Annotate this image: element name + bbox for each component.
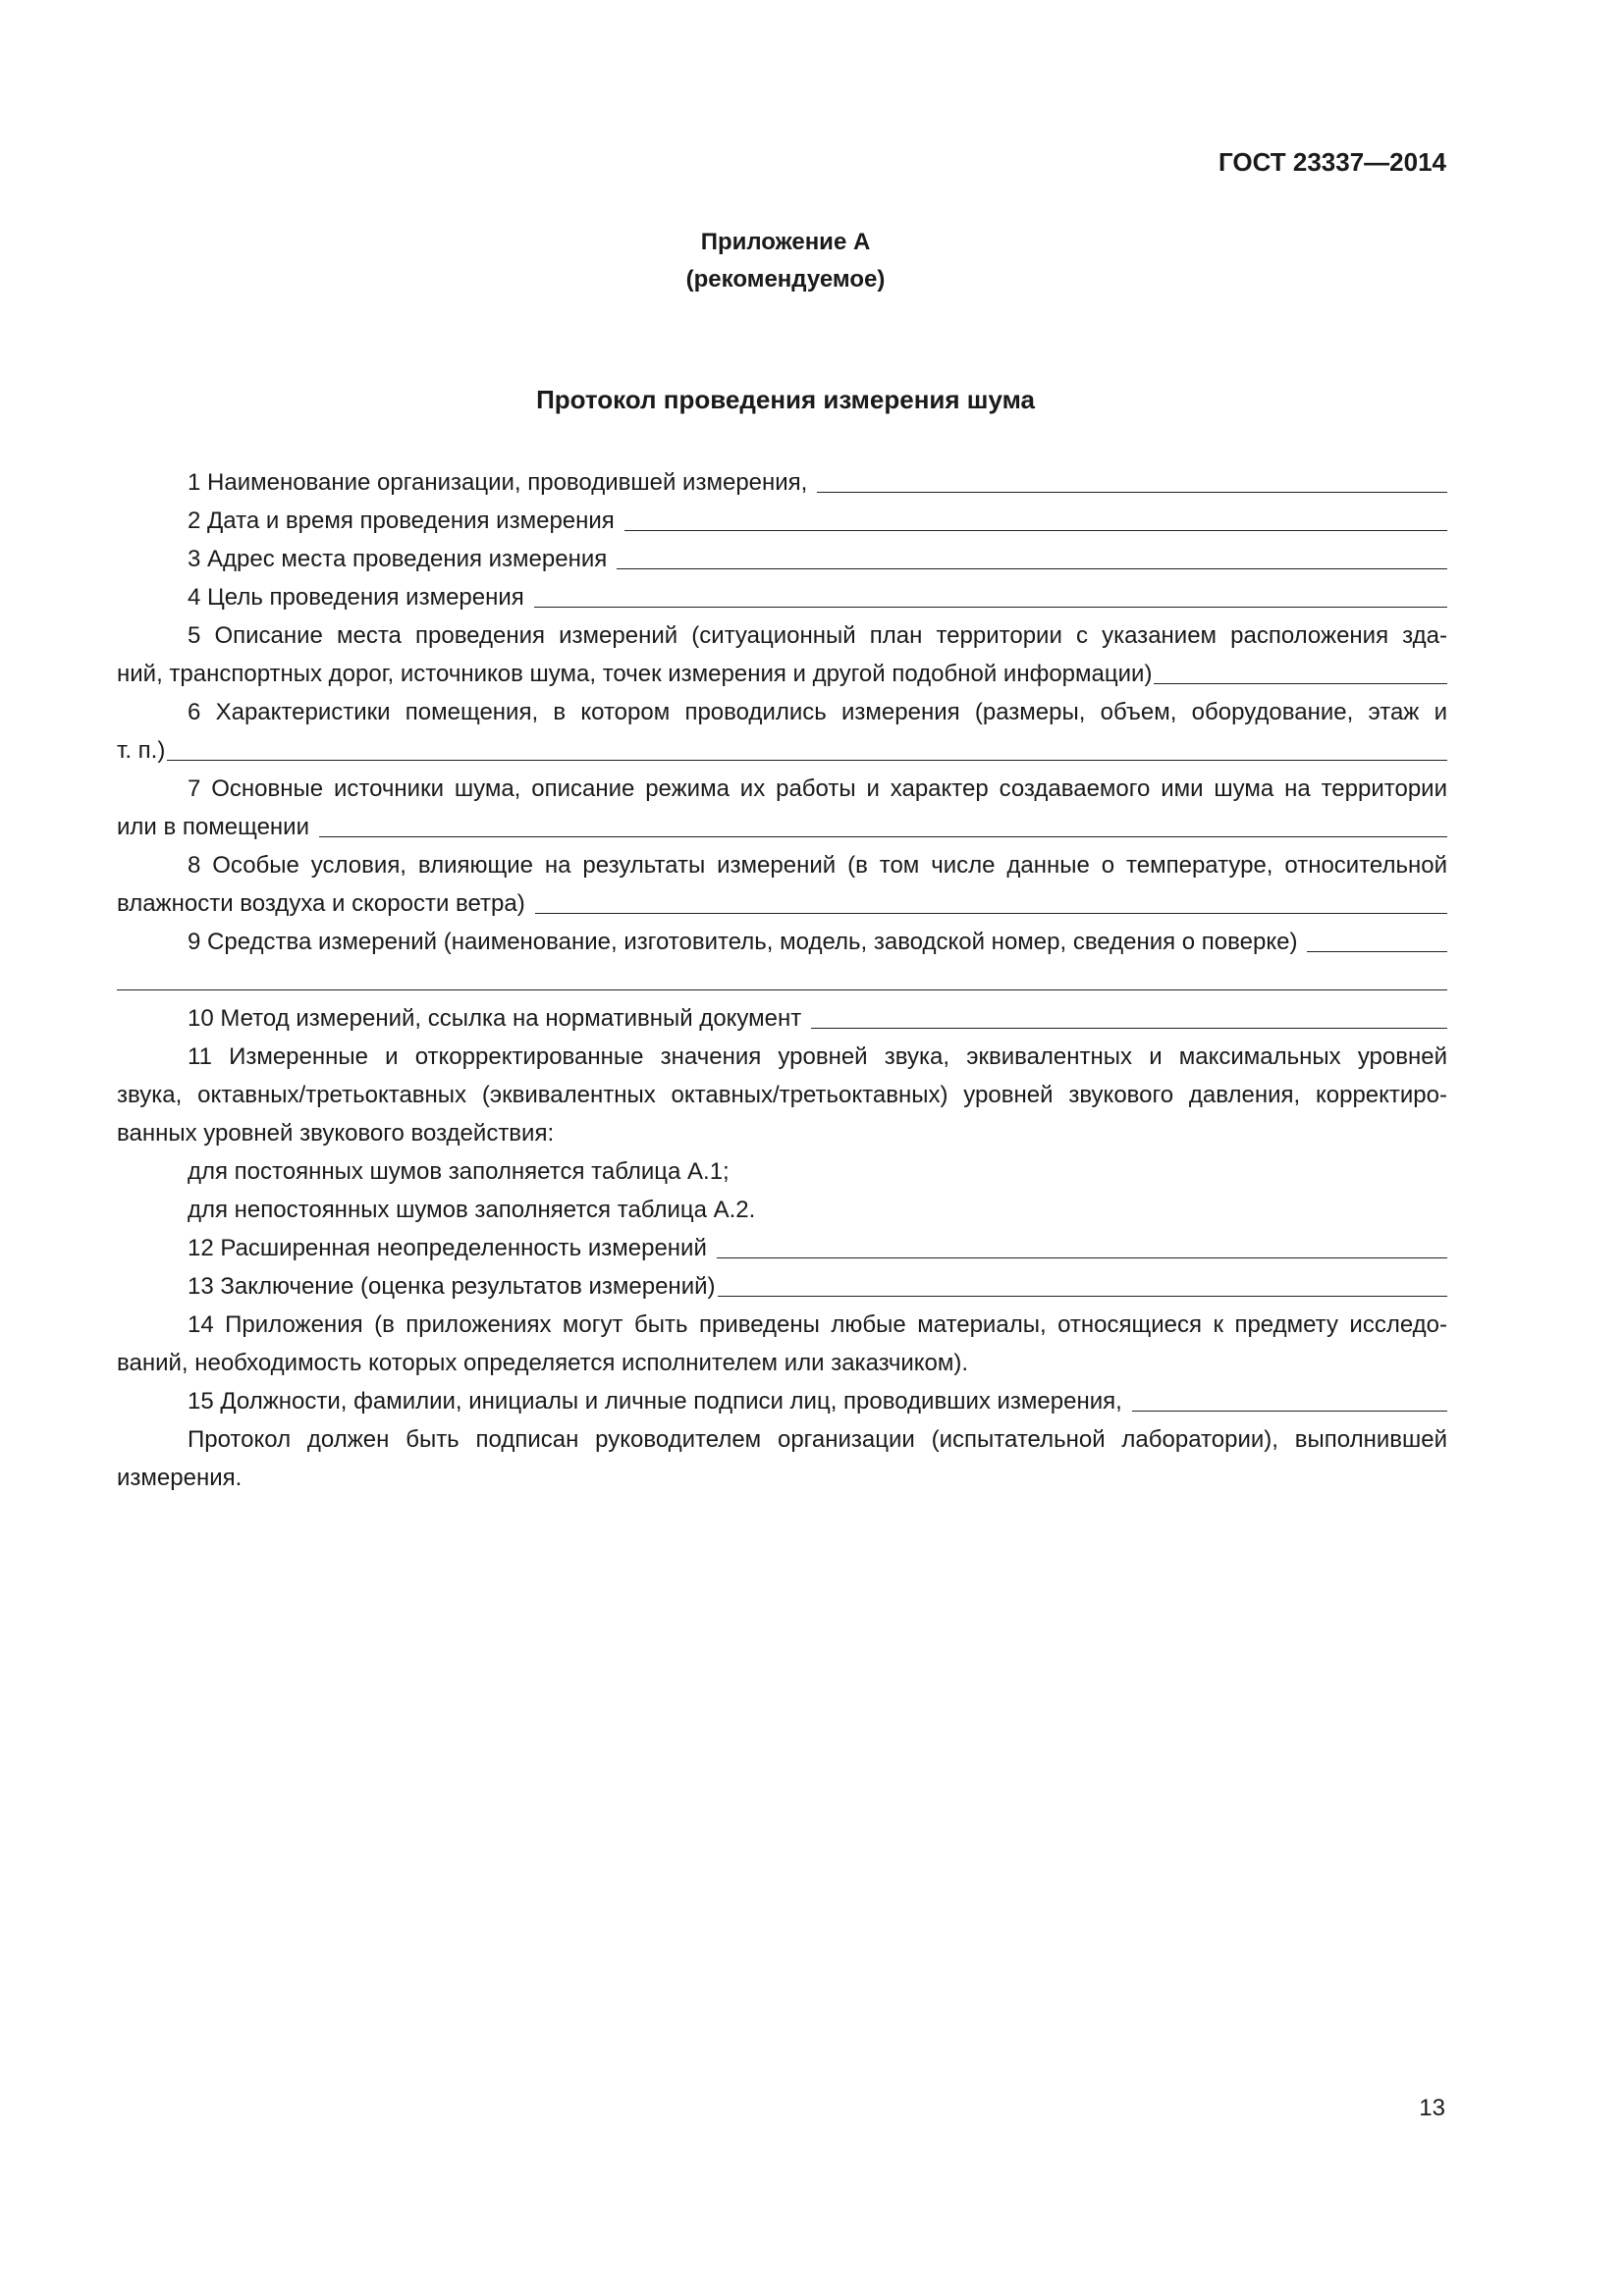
item-14-line-2: ваний, необходимость которых определяется исполнителем или заказчиком). [117, 1350, 969, 1376]
item-10-blank[interactable] [811, 1028, 1447, 1029]
item-12-blank[interactable] [717, 1257, 1447, 1258]
item-7-blank[interactable] [319, 836, 1447, 837]
item-3 [117, 540, 1447, 578]
item-11-variable-noise: для непостоянных шумов заполняется таблица А.2. [188, 1197, 756, 1223]
item-9 [117, 923, 1447, 961]
item-13-blank[interactable] [718, 1296, 1448, 1297]
item-1-blank[interactable] [817, 492, 1447, 493]
item-11-line-2: звука, октавных/третьоктавных (эквивалентных октавных/третьоктавных) уровней звукового давления, корректиро- [117, 1082, 1447, 1108]
item-10-text: 10 Метод измерений, ссылка на нормативный документ [188, 1005, 802, 1032]
item-7-line-1: 7 Основные источники шума, описание режима их работы и характер создаваемого ими шума на территории [188, 775, 1447, 802]
item-12 [117, 1229, 1447, 1267]
protocol-body [117, 463, 1447, 1497]
item-8-blank[interactable] [535, 913, 1447, 914]
item-10 [117, 999, 1447, 1038]
item-14-line-1: 14 Приложения (в приложениях могут быть приведены любые материалы, относящиеся к предмету исследо- [188, 1311, 1447, 1338]
item-15-text: 15 Должности, фамилии, инициалы и личные подписи лиц, проводивших измерения, [188, 1388, 1122, 1415]
item-4-blank[interactable] [534, 607, 1447, 608]
page-number: 13 [1419, 2095, 1445, 2121]
annex-title: Приложение А [700, 229, 871, 255]
item-15 [117, 1382, 1447, 1420]
item-2-blank[interactable] [624, 530, 1447, 531]
item-4 [117, 578, 1447, 616]
item-11-line-1: 11 Измеренные и откорректированные значения уровней звука, эквивалентных и максимальных уровней [188, 1043, 1447, 1070]
item-8-line-2 [117, 884, 1447, 923]
item-6-line-1: 6 Характеристики помещения, в котором проводились измерения (размеры, объем, оборудование, этаж и [188, 699, 1447, 725]
item-8-text: влажности воздуха и скорости ветра) [117, 890, 525, 917]
item-15-blank[interactable] [1132, 1411, 1447, 1412]
item-5-line-1: 5 Описание места проведения измерений (ситуационный план территории с указанием расположения зда- [188, 622, 1447, 649]
item-5-text: ний, транспортных дорог, источников шума, точек измерения и другой подобной информации) [117, 661, 1153, 687]
item-8-line-1: 8 Особые условия, влияющие на результаты измерений (в том числе данные о температуре, относительной [188, 852, 1447, 879]
final-note-line-1: Протокол должен быть подписан руководителем организации (испытательной лаборатории), выполнившей [188, 1426, 1447, 1453]
item-11-line-3: ванных уровней звукового воздействия: [117, 1120, 555, 1147]
item-2 [117, 502, 1447, 540]
item-13-text: 13 Заключение (оценка результатов измерений) [188, 1273, 716, 1300]
item-5-line-2 [117, 655, 1447, 693]
item-9-continuation [117, 961, 1447, 999]
item-13 [117, 1267, 1447, 1306]
item-6-blank[interactable] [167, 760, 1447, 761]
item-4-text: 4 Цель проведения измерения [188, 584, 524, 611]
item-9-blank-line-2[interactable] [117, 989, 1447, 990]
item-2-text: 2 Дата и время проведения измерения [188, 507, 615, 534]
item-1 [117, 463, 1447, 502]
item-6-text: т. п.) [117, 737, 166, 764]
item-3-blank[interactable] [617, 568, 1447, 569]
protocol-title: Протокол проведения измерения шума [536, 385, 1035, 414]
item-11-constant-noise: для постоянных шумов заполняется таблица А.1; [188, 1158, 730, 1185]
item-1-text: 1 Наименование организации, проводившей измерения, [188, 469, 808, 496]
item-9-blank[interactable] [1307, 951, 1447, 952]
item-5-blank[interactable] [1154, 683, 1447, 684]
item-12-text: 12 Расширенная неопределенность измерений [188, 1235, 707, 1261]
annex-status: (рекомендуемое) [685, 266, 886, 293]
item-7-text: или в помещении [117, 814, 309, 840]
annex-heading [0, 224, 1571, 298]
item-3-text: 3 Адрес места проведения измерения [188, 546, 608, 572]
item-6-line-2 [117, 731, 1447, 770]
final-note-line-2: измерения. [117, 1465, 243, 1491]
item-9-text: 9 Средства измерений (наименование, изготовитель, модель, заводской номер, сведения о поверке) [188, 929, 1298, 955]
document-code: ГОСТ 23337—2014 [1218, 147, 1446, 177]
item-7-line-2 [117, 808, 1447, 846]
